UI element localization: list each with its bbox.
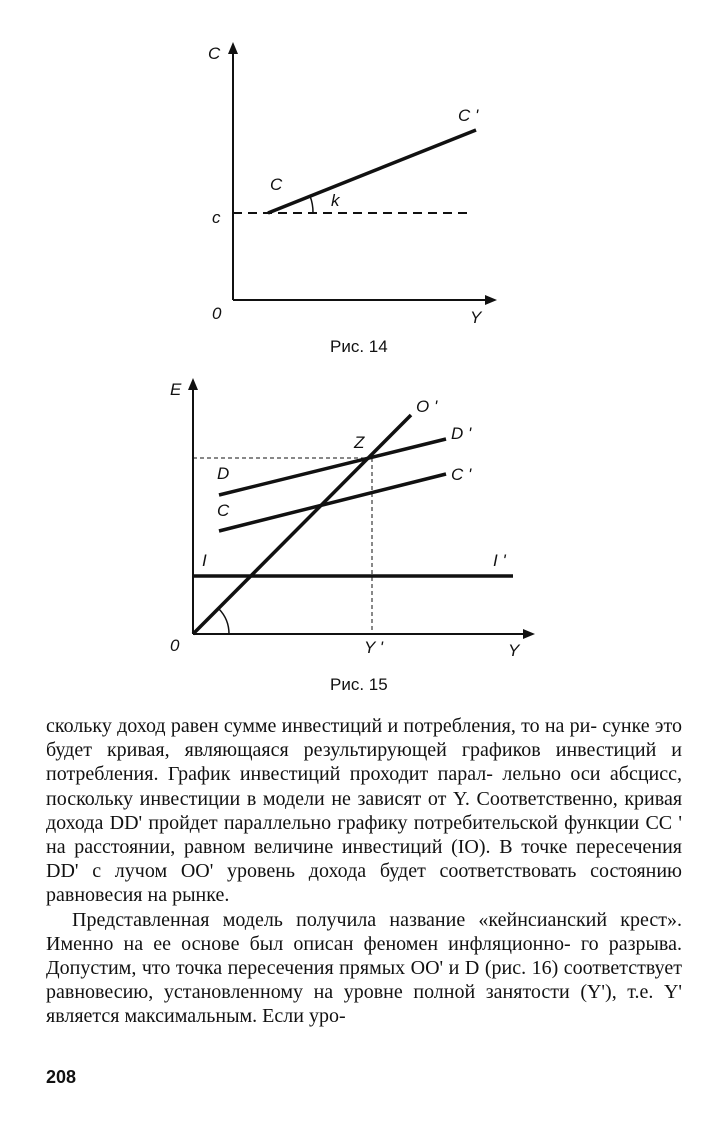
fig14-label-c-end: C ' [458, 106, 479, 125]
paragraph-1 [46, 714, 682, 908]
fig15-label-i: I [202, 551, 207, 570]
fig15-angle-arc [219, 609, 229, 634]
text-line: скольку доход равен сумме инвестиций и потребления, то на ри- [46, 715, 598, 737]
fig14-label-k: k [331, 191, 340, 210]
text-line: полной занятости (Y'), т.е. Y' является максимальным. Если уро- [46, 981, 683, 1028]
text-line: крест». Именно на ее основе был описан феномен инфляционно- [46, 908, 683, 955]
fig15-label-i-prime: I ' [493, 551, 506, 570]
fig15-consumption-line [219, 474, 446, 531]
text-line: на рынке. [147, 884, 230, 907]
fig15-label-c: C [217, 501, 230, 520]
fig14-consumption-line [268, 130, 476, 213]
text-line: (рис. 16) соответствует равновесию, установленному на уровне [46, 957, 683, 1004]
text-line: от Y. Соответственно, кривая дохода DD' пройдет параллельно [46, 787, 683, 834]
text-line: Представленная модель получила название «кейнсианский [72, 908, 608, 931]
text-line: инвестиций и потребления. График инвестиций проходит парал- [46, 739, 683, 786]
figure-15 [170, 378, 535, 694]
fig14-x-arrow [485, 295, 497, 305]
text-line: OO' уровень дохода будет соответствовать состоянию равновесия [46, 860, 682, 907]
fig14-label-c-start: C [270, 175, 283, 194]
paragraph-2 [46, 908, 682, 1029]
fig14-angle-arc [310, 196, 313, 213]
fig15-label-d: D [217, 464, 230, 483]
text-line: го разрыва. Допустим, что точка пересечения прямых OO' и D [46, 932, 682, 980]
fig14-label-c-axis: C [208, 44, 221, 63]
figure-14 [208, 42, 497, 356]
fig14-caption: Рис. 14 [330, 337, 388, 356]
fig15-45-degree-ray [193, 415, 411, 634]
text-line: величине инвестиций (IO). В точке пересечения DD' с лучом [46, 836, 683, 883]
text-line: сунке это будет кривая, являющаяся результирующей графиков [46, 715, 682, 762]
fig15-label-e-axis: E [170, 380, 182, 399]
fig14-label-y-axis: Y [470, 308, 482, 327]
fig15-label-c-prime: C ' [451, 465, 472, 484]
fig15-label-y-axis: Y [508, 641, 520, 660]
fig15-label-y-prime: Y ' [364, 638, 384, 657]
page-number: 208 [46, 1067, 77, 1087]
fig15-income-line [219, 439, 446, 495]
fig15-label-origin: 0 [170, 636, 180, 655]
fig15-x-arrow [523, 629, 535, 639]
text-line: лельно оси абсцисс, поскольку инвестиции в модели не зависят [46, 763, 683, 810]
fig14-y-arrow [228, 42, 238, 54]
body-text [46, 714, 682, 1029]
fig15-y-arrow [188, 378, 198, 390]
fig15-caption: Рис. 15 [330, 675, 388, 694]
fig15-label-z: Z [354, 433, 365, 452]
fig14-label-origin: 0 [212, 304, 222, 323]
text-line: графику потребительской функции CC ' на расстоянии, равном [46, 811, 682, 859]
fig14-label-c-intercept: c [212, 208, 221, 227]
fig15-label-o-prime: O ' [416, 397, 438, 416]
fig15-label-d-prime: D ' [451, 424, 472, 443]
